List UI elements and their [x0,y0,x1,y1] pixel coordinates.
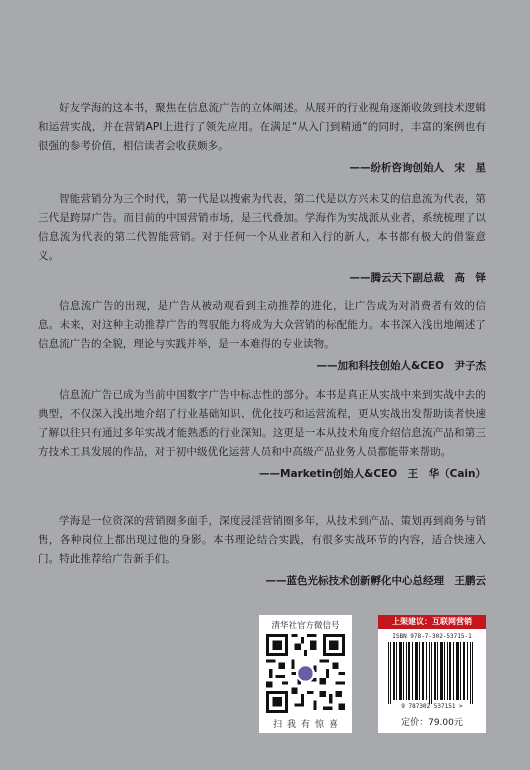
price-label: 定价：79.00元 [401,718,463,728]
isbn-barcode [386,642,478,704]
price-isbn-panel [378,615,486,733]
endorsement-text: 智能营销分为三个时代，第一代是以搜索为代表，第二代是以方兴未艾的信息流为代表，第三代是跨屏广告。而目前的中国营销市场，是三代叠加。学海作为实战派从业者，系统梳理了以信息流为代表的第二代智能营销。对于任何一个从业者和入行的新人，本书都有极大的借鉴意义。 [38,193,486,262]
endorsement-signature: ——Marketin创始人&CEO 王 华（Cain） [259,468,486,480]
endorsement-1 [38,99,486,177]
qr-code[interactable] [266,634,345,713]
qr-title: 清华社官方微信号 [271,621,340,631]
wechat-qr-panel [259,615,352,733]
endorsement-signature: ——加和科技创始人&CEO 尹子杰 [316,360,486,372]
endorsement-signature: ——腾云天下副总裁 高 铎 [349,272,486,284]
endorsement-text: 学海是一位资深的营销圈多面手，深度浸淫营销圈多年，从技术到产品、策划再到商务与销售，各种岗位上都出现过他的身影。本书理论结合实践，有很多实战环节的内容，适合快速入门。特此推荐给广告新手们。 [38,515,486,565]
endorsement-text: 好友学海的这本书，聚焦在信息流广告的立体阐述。从展开的行业视角逐渐收敛到技术逻辑和运营实战，并在营销API上进行了领先应用。在满足“从入门到精通”的同时，丰富的案例也有很强的参考价值，相信读者会收获颇多。 [38,102,486,152]
endorsement-3 [38,297,486,375]
qr-caption: 扫我有惊喜 [272,720,343,730]
endorsement-signature: ——纷析咨询创始人 宋 星 [349,162,486,174]
isbn-text: ISBN 978-7-302-53715-1 [392,633,472,640]
shelf-category-banner: 上架建议：互联网营销 [378,615,486,629]
endorsement-4 [38,386,486,483]
endorsement-5 [38,512,486,590]
endorsement-text: 信息流广告的出现，是广告从被动观看到主动推荐的进化，让广告成为对消费者有效的信息。未来，对这种主动推荐广告的驾驭能力将成为大众营销的标配能力。本书深入浅出地阐述了信息流广告的全貌，理论与实践并举，是一本难得的专业读物。 [38,300,486,350]
barcode-number: 9 787302 537151 > [401,703,463,710]
endorsement-signature: ——蓝色光标技术创新孵化中心总经理 王鹏云 [265,575,486,587]
endorsement-text: 信息流广告已成为当前中国数字广告中标志性的部分。本书是真正从实战中来到实战中去的典型，不仅深入浅出地介绍了行业基础知识、优化技巧和运营流程，更从实战出发帮助读者快速了解以往只有通过多年实战才能熟悉的行业深知。这更是一本从技术角度介绍信息流产品和第三方技术工具发展的作品，对于初中级优化运营人员和中高级产品业务人员都能带来帮助。 [38,389,486,458]
endorsement-2 [38,190,486,287]
